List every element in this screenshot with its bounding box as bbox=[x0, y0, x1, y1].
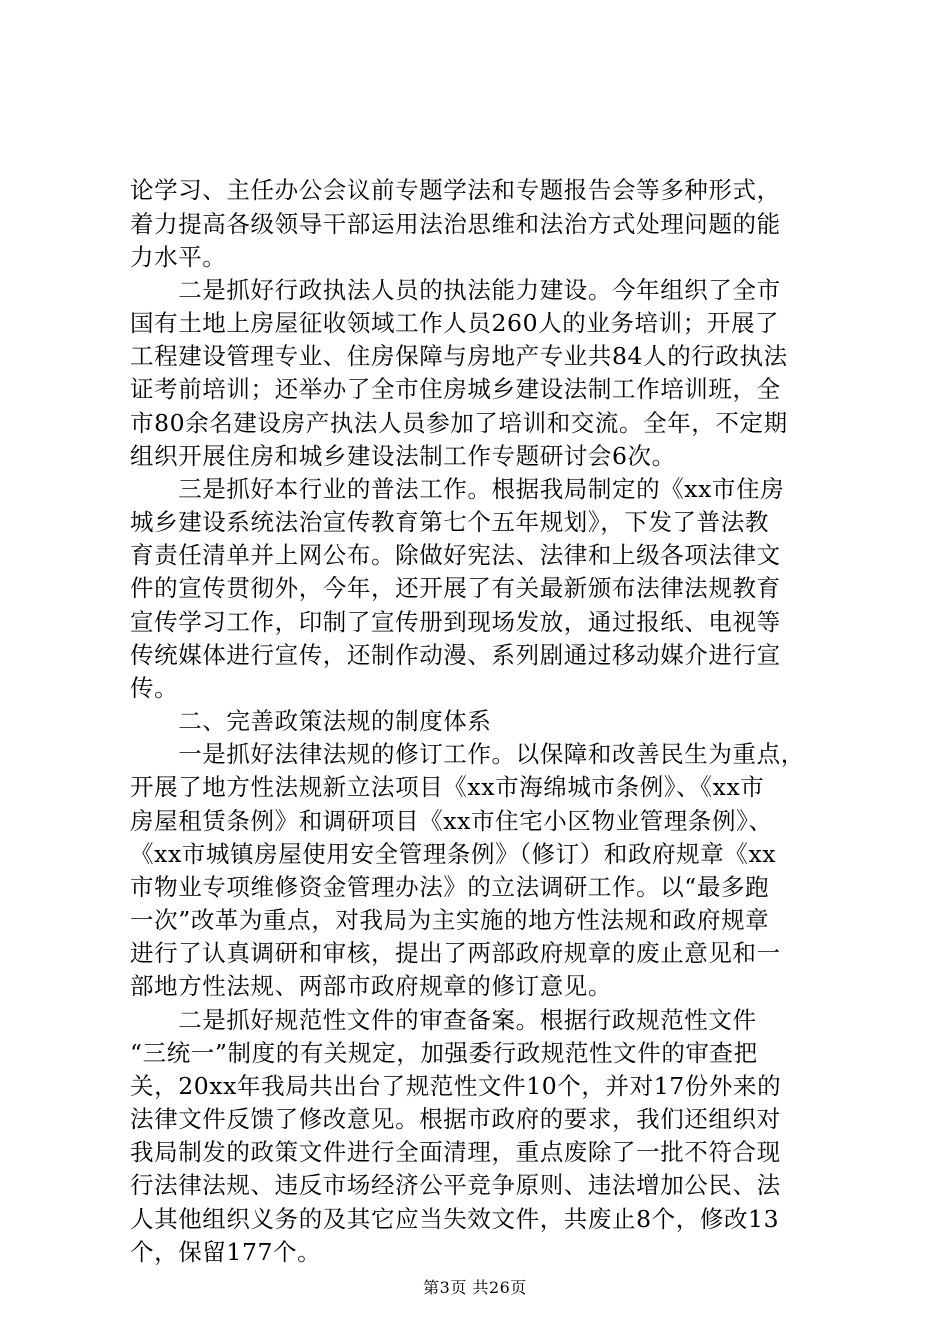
text-line: 国有土地上房屋征收领域工作人员260人的业务培训；开展了 bbox=[130, 309, 780, 337]
text-line: 件的宣传贯彻外，今年，还开展了有关最新颁布法律法规教育 bbox=[130, 574, 781, 602]
text-line: 二是抓好行政执法人员的执法能力建设。今年组织了全市 bbox=[130, 276, 781, 304]
text-line: 一次”改革为重点，对我局为主实施的地方性法规和政府规章 bbox=[130, 906, 770, 934]
text-line: 传统媒体进行宣传，还制作动漫、系列剧通过移动媒介进行宣 bbox=[130, 641, 781, 669]
text-line: 论学习、主任办公会议前专题学法和专题报告会等多种形式， bbox=[130, 176, 781, 204]
page-number-footer: 第3页 共26页 bbox=[423, 1278, 527, 1297]
text-line: 证考前培训；还举办了全市住房城乡建设法制工作培训班，全 bbox=[130, 375, 781, 403]
text-line: 部地方性法规、两部市政府规章的修订意见。 bbox=[130, 972, 612, 1000]
text-line: 人其他组织义务的及其它应当失效文件，共废止8个，修改13 bbox=[130, 1205, 780, 1233]
text-line: “三统一”制度的有关规定，加强委行政规范性文件的审查把 bbox=[130, 1039, 758, 1067]
text-line: 力水平。 bbox=[130, 243, 227, 271]
text-line: 一是抓好法律法规的修订工作。以保障和改善民生为重点， bbox=[130, 740, 805, 768]
text-line: 三是抓好本行业的普法工作。根据我局制定的《xx市住房 bbox=[130, 475, 785, 503]
section-heading: 二、完善政策法规的制度体系 bbox=[130, 707, 492, 735]
text-line: 市80余名建设房产执法人员参加了培训和交流。全年，不定期 bbox=[130, 409, 788, 437]
text-line: 行法律法规、违反市场经济公平竞争原则、违法增加公民、法 bbox=[130, 1171, 781, 1199]
text-line: 法律文件反馈了修改意见。根据市政府的要求，我们还组织对 bbox=[130, 1105, 781, 1133]
text-line: 工程建设管理专业、住房保障与房地产专业共84人的行政执法 bbox=[130, 342, 788, 370]
text-line: 市物业专项维修资金管理办法》的立法调研工作。以“最多跑 bbox=[130, 873, 770, 901]
text-line: 着力提高各级领导干部运用法治思维和法治方式处理问题的能 bbox=[130, 210, 781, 238]
text-line: 育责任清单并上网公布。除做好宪法、法律和上级各项法律文 bbox=[130, 541, 781, 569]
text-line: 宣传学习工作，印制了宣传册到现场发放，通过报纸、电视等 bbox=[130, 608, 781, 636]
text-line: 传。 bbox=[130, 674, 179, 702]
text-line: 进行了认真调研和审核，提出了两部政府规章的废止意见和一 bbox=[130, 939, 781, 967]
text-line: 房屋租赁条例》和调研项目《xx市住宅小区物业管理条例》、 bbox=[130, 807, 773, 835]
text-line: 关，20xx年我局共出台了规范性文件10个，并对17份外来的 bbox=[130, 1072, 782, 1100]
text-line: 我局制发的政策文件进行全面清理，重点废除了一批不符合现 bbox=[130, 1138, 781, 1166]
text-line: 个，保留177个。 bbox=[130, 1238, 322, 1266]
text-line: 组织开展住房和城乡建设法制工作专题研讨会6次。 bbox=[130, 442, 676, 470]
text-line: 开展了地方性法规新立法项目《xx市海绵城市条例》、《xx市 bbox=[130, 773, 765, 801]
text-line: 《xx市城镇房屋使用安全管理条例》（修订）和政府规章《xx bbox=[130, 840, 777, 868]
text-line: 城乡建设系统法治宣传教育第七个五年规划》，下发了普法教 bbox=[130, 508, 769, 536]
text-line: 二是抓好规范性文件的审查备案。根据行政规范性文件 bbox=[130, 1006, 757, 1034]
